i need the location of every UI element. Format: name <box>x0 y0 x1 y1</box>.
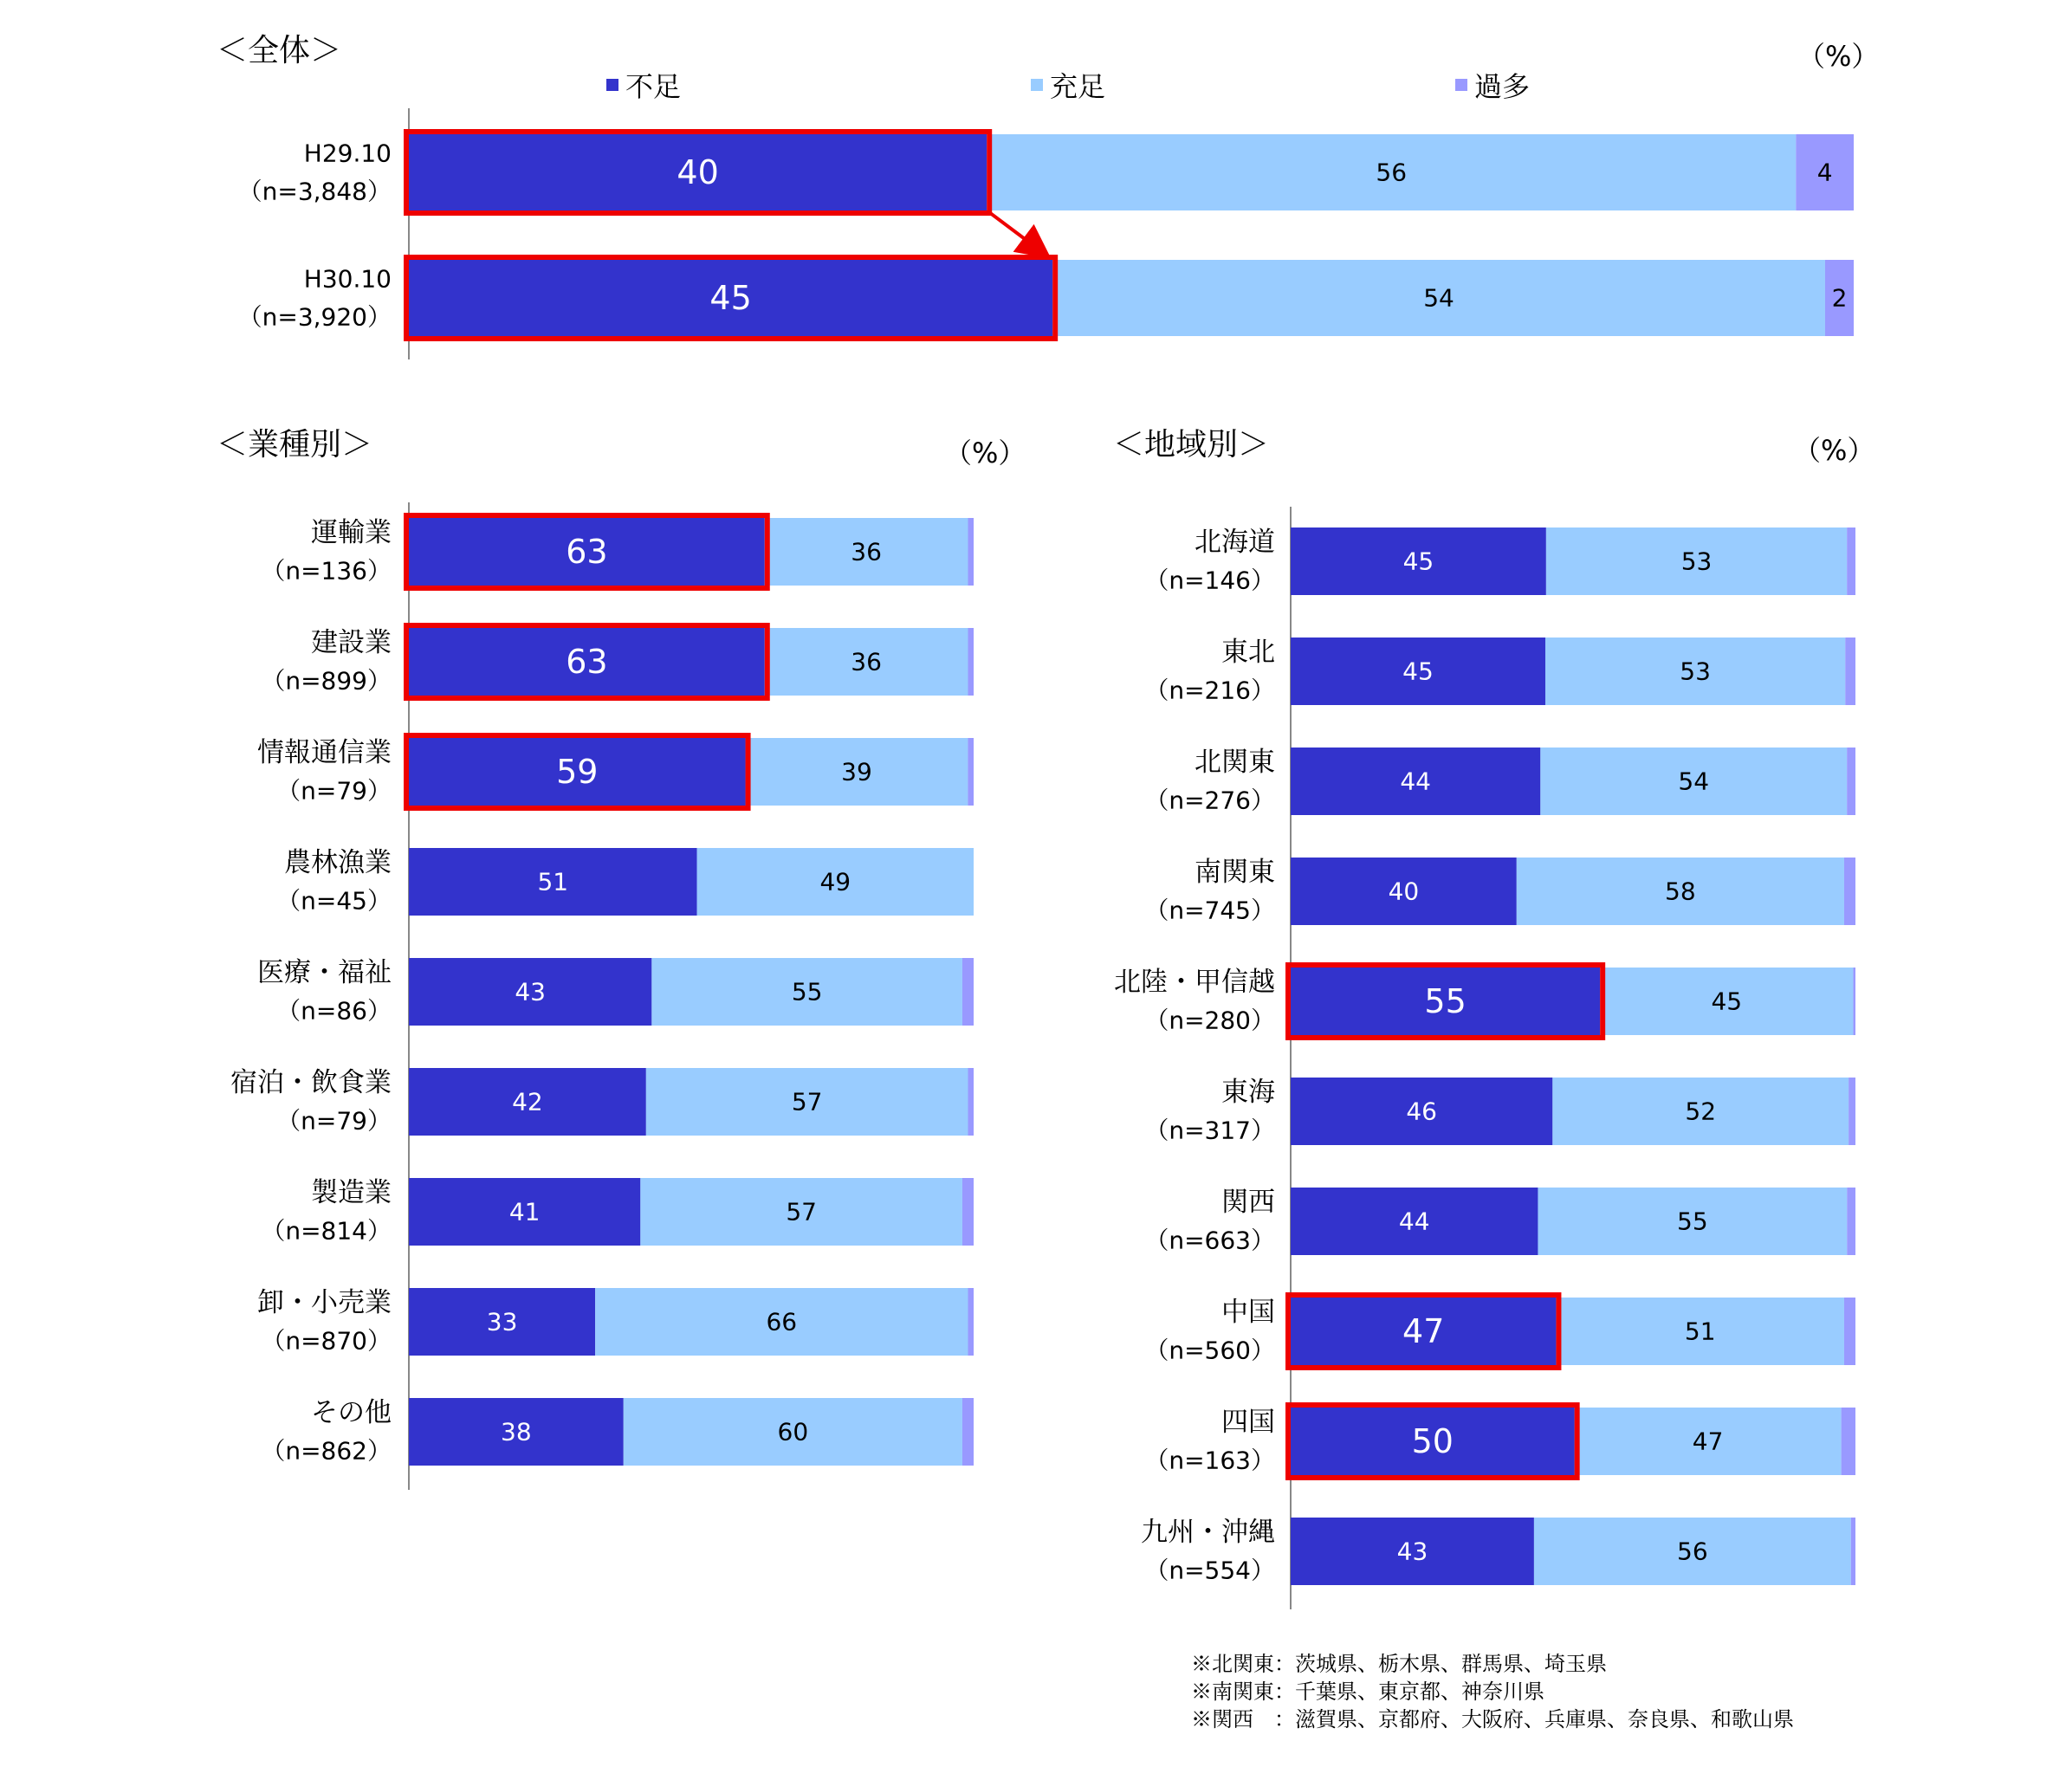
region-value-label: 46 <box>1406 1097 1437 1126</box>
region-bar-excess <box>1849 1078 1855 1145</box>
industry-sample-size-label: （n=86） <box>276 996 392 1026</box>
overall-value-label: 54 <box>1423 283 1454 313</box>
footnote-kansai: ※関西 ：滋賀県、京都府、大阪府、兵庫県、奈良県、和歌山県 <box>1191 1707 1794 1731</box>
industry-value-label: 49 <box>819 867 851 896</box>
industry-bar-excess <box>968 1288 974 1356</box>
industry-sample-size-label: （n=814） <box>261 1216 392 1246</box>
region-sample-size-label: （n=663） <box>1144 1226 1275 1255</box>
industry-bar-excess <box>968 738 974 806</box>
region-value-label: 45 <box>1711 987 1743 1016</box>
footnote-minami-kanto: ※南関東：千葉県、東京都、神奈川県 <box>1191 1680 1544 1704</box>
industry-sample-size-label: （n=899） <box>261 666 392 696</box>
legend-shortage-label: 不足 <box>625 70 682 103</box>
industry-sample-size-label: （n=45） <box>276 886 392 916</box>
overall-value-label: 40 <box>677 153 719 191</box>
industry-bar-excess <box>968 518 974 586</box>
industry-value-label: 57 <box>791 1087 823 1117</box>
region-value-label: 50 <box>1411 1422 1454 1460</box>
region-value-label: 51 <box>1684 1317 1716 1346</box>
region-sample-size-label: （n=280） <box>1144 1006 1275 1035</box>
region-sample-size-label: （n=146） <box>1144 566 1275 595</box>
industry-bar-excess <box>968 628 974 696</box>
industry-value-label: 63 <box>566 533 608 571</box>
region-value-label: 44 <box>1398 1207 1430 1236</box>
region-sample-size-label: （n=317） <box>1144 1116 1275 1145</box>
region-sample-size-label: （n=163） <box>1144 1446 1275 1475</box>
industry-sample-size-label: （n=862） <box>261 1436 392 1466</box>
region-value-label: 54 <box>1678 767 1710 796</box>
region-category-label: 九州・沖縄 <box>1141 1517 1275 1548</box>
industry-value-label: 36 <box>851 647 882 676</box>
overall-value-label: 45 <box>709 279 752 317</box>
industry-category-label: 建設業 <box>311 627 392 658</box>
region-bar-excess <box>1844 1298 1855 1365</box>
region-category-label: 北陸・甲信越 <box>1114 967 1275 998</box>
region-sample-size-label: （n=554） <box>1144 1556 1275 1585</box>
region-value-label: 43 <box>1396 1537 1428 1566</box>
region-value-label: 55 <box>1677 1207 1708 1236</box>
region-value-label: 55 <box>1424 982 1467 1020</box>
overall-change-arrow <box>987 210 1046 255</box>
overall-category-label: H30.10 <box>303 264 392 294</box>
overall-value-label: 4 <box>1816 158 1833 187</box>
industry-category-label: 情報通信業 <box>257 737 392 768</box>
industry-bar-excess <box>962 1398 974 1466</box>
region-sample-size-label: （n=216） <box>1144 676 1275 705</box>
region-sample-size-label: （n=745） <box>1144 896 1275 925</box>
overall-sample-size-label: （n=3,920） <box>237 302 392 332</box>
region-sample-size-label: （n=276） <box>1144 786 1275 815</box>
industry-value-label: 60 <box>777 1417 809 1447</box>
region-value-label: 40 <box>1388 877 1420 906</box>
region-bar-excess <box>1851 1518 1855 1585</box>
footnote-kita-kanto: ※北関東：茨城県、栃木県、群馬県、埼玉県 <box>1191 1652 1607 1676</box>
legend-excess-label: 過多 <box>1474 70 1531 103</box>
overall-value-label: 56 <box>1376 158 1408 187</box>
region-bar-excess <box>1847 1188 1855 1255</box>
industry-sample-size-label: （n=136） <box>261 556 392 586</box>
industry-category-label: その他 <box>311 1397 392 1428</box>
industry-sample-size-label: （n=870） <box>261 1326 392 1356</box>
industry-value-label: 36 <box>851 537 882 566</box>
industry-unit-label: （%） <box>944 437 1026 469</box>
region-value-label: 47 <box>1402 1312 1445 1350</box>
region-category-label: 四国 <box>1221 1407 1275 1438</box>
industry-category-label: 卸・小売業 <box>257 1287 392 1318</box>
industry-category-label: 製造業 <box>311 1177 392 1208</box>
region-category-label: 北海道 <box>1195 527 1275 558</box>
region-bar-excess <box>1842 1408 1855 1475</box>
industry-value-label: 55 <box>791 977 823 1006</box>
industry-category-label: 宿泊・飲食業 <box>230 1067 392 1098</box>
industry-value-label: 57 <box>786 1197 817 1227</box>
industry-value-label: 42 <box>512 1087 543 1117</box>
region-sample-size-label: （n=560） <box>1144 1336 1275 1365</box>
industry-value-label: 66 <box>766 1307 798 1337</box>
industry-bar-excess <box>968 1068 974 1136</box>
overall-chart-title: ＜全体＞ <box>217 33 342 68</box>
industry-sample-size-label: （n=79） <box>276 1106 392 1136</box>
region-value-label: 53 <box>1680 547 1713 576</box>
region-value-label: 45 <box>1402 547 1434 576</box>
region-value-label: 47 <box>1692 1427 1724 1456</box>
industry-chart-title: ＜業種別＞ <box>217 427 373 463</box>
region-category-label: 東北 <box>1221 637 1275 668</box>
industry-category-label: 運輸業 <box>311 517 392 548</box>
region-bar-excess <box>1847 528 1855 595</box>
legend-adequate-label: 充足 <box>1050 70 1106 103</box>
region-bar-excess <box>1845 638 1855 705</box>
region-category-label: 中国 <box>1221 1297 1275 1328</box>
region-value-label: 52 <box>1685 1097 1717 1126</box>
overall-sample-size-label: （n=3,848） <box>237 177 392 206</box>
region-category-label: 東海 <box>1221 1077 1275 1108</box>
industry-category-label: 医療・福祉 <box>257 957 392 988</box>
footnotes <box>1191 1650 1794 1733</box>
industry-value-label: 33 <box>486 1307 518 1337</box>
industry-sample-size-label: （n=79） <box>276 776 392 806</box>
region-category-label: 関西 <box>1221 1187 1275 1218</box>
industry-value-label: 51 <box>537 867 569 896</box>
region-bar-excess <box>1844 858 1855 925</box>
region-value-label: 45 <box>1402 657 1434 686</box>
industry-value-label: 39 <box>841 757 872 786</box>
region-unit-label: （%） <box>1793 434 1875 467</box>
overall-unit-label: （%） <box>1797 40 1880 73</box>
region-category-label: 南関東 <box>1195 857 1275 888</box>
industry-value-label: 43 <box>515 977 547 1006</box>
region-value-label: 56 <box>1677 1537 1708 1566</box>
region-value-label: 44 <box>1400 767 1431 796</box>
region-value-label: 53 <box>1680 657 1711 686</box>
region-value-label: 58 <box>1665 877 1696 906</box>
region-category-label: 北関東 <box>1195 747 1275 778</box>
industry-value-label: 59 <box>556 753 599 791</box>
overall-category-label: H29.10 <box>303 139 392 168</box>
overall-value-label: 2 <box>1831 283 1848 313</box>
industry-value-label: 41 <box>508 1197 541 1227</box>
industry-value-label: 63 <box>566 643 608 681</box>
industry-value-label: 38 <box>501 1417 532 1447</box>
industry-category-label: 農林漁業 <box>284 847 392 878</box>
industry-bar-excess <box>962 1178 974 1246</box>
region-bar-excess <box>1847 748 1855 815</box>
region-bar-excess <box>1853 968 1855 1035</box>
industry-bar-excess <box>962 958 974 1026</box>
region-chart-title: ＜地域別＞ <box>1113 427 1270 463</box>
